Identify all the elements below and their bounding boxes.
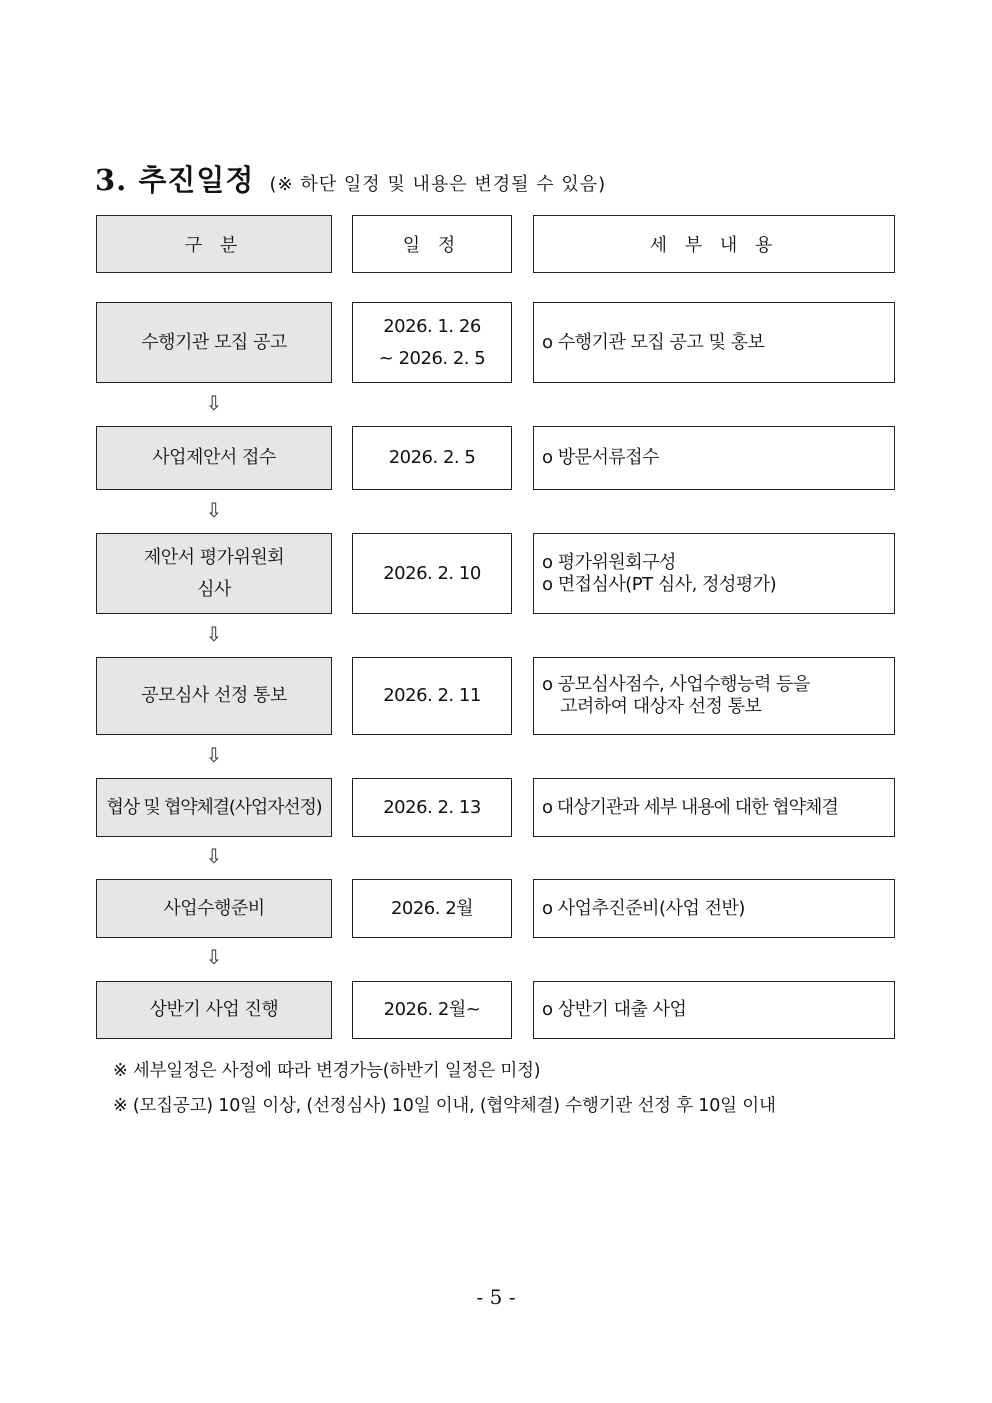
down-arrow-icon: ⇩ [205,743,223,767]
stage-label: 협상 및 협약체결(사업자선정) [106,796,322,818]
section-heading [95,158,606,199]
date-label: ~ 2026. 2. 5 [378,347,486,369]
stage-label: 공모심사 선정 통보 [141,685,287,706]
date-cell [352,302,512,383]
date-cell [352,981,512,1039]
detail-line: o 대상기관과 세부 내용에 대한 협약체결 [542,796,838,818]
detail-line: o 사업추진준비(사업 전반) [542,897,745,919]
detail-line: 고려하여 대상자 선정 통보 [560,696,762,717]
section-note: (※ 하단 일정 및 내용은 변경될 수 있음) [269,174,607,195]
date-label: 2026. 2월~ [383,999,481,1020]
stage-cell [96,657,332,735]
details-cell [533,981,895,1039]
column-header-date: 일 정 [352,215,512,273]
date-cell [352,533,512,614]
details-cell [533,657,895,735]
date-label: 2026. 2월 [390,897,474,919]
down-arrow-icon: ⇩ [205,498,223,522]
down-arrow-icon: ⇩ [205,844,223,868]
date-label: 2026. 2. 11 [383,685,481,706]
stage-label: 수행기관 모집 공고 [141,331,287,353]
details-cell [533,426,895,490]
detail-line: o 면접심사(PT 심사, 정성평가) [542,573,777,595]
stage-label: 사업수행준비 [163,897,265,919]
section-title: 3. 추진일정 [95,163,255,197]
date-cell [352,657,512,735]
date-cell [352,778,512,837]
stage-cell [96,302,332,383]
date-label: 2026. 2. 10 [383,562,481,584]
column-header-details: 세 부 내 용 [533,215,895,273]
detail-line: o 상반기 대출 사업 [542,999,687,1020]
stage-cell [96,533,332,614]
detail-line: o 평가위원회구성 [542,551,676,573]
details-cell [533,778,895,837]
date-cell [352,426,512,490]
date-label: 2026. 1. 26 [383,315,481,337]
details-cell [533,302,895,383]
stage-cell [96,879,332,938]
details-cell [533,879,895,938]
column-header-stage: 구 분 [96,215,332,273]
down-arrow-icon: ⇩ [205,391,223,415]
stage-label: 심사 [197,578,231,600]
footnote: ※ 세부일정은 사정에 따라 변경가능(하반기 일정은 미정) [113,1061,541,1081]
detail-line: o 수행기관 모집 공고 및 홍보 [542,331,765,353]
stage-cell [96,981,332,1039]
stage-label: 사업제안서 접수 [152,447,276,468]
date-cell [352,879,512,938]
down-arrow-icon: ⇩ [205,622,223,646]
date-label: 2026. 2. 5 [388,447,476,468]
date-label: 2026. 2. 13 [383,796,481,818]
page-number: - 5 - [476,1285,516,1309]
stage-label: 상반기 사업 진행 [149,999,279,1020]
detail-line: o 방문서류접수 [542,447,660,468]
stage-cell [96,778,332,837]
details-cell [533,533,895,614]
detail-line: o 공모심사점수, 사업수행능력 등을 [542,674,810,695]
down-arrow-icon: ⇩ [205,945,223,969]
stage-label: 제안서 평가위원회 [143,546,285,568]
footnote: ※ (모집공고) 10일 이상, (선정심사) 10일 이내, (협약체결) 수행기관 선정 후 10일 이내 [113,1096,776,1116]
stage-cell [96,426,332,490]
